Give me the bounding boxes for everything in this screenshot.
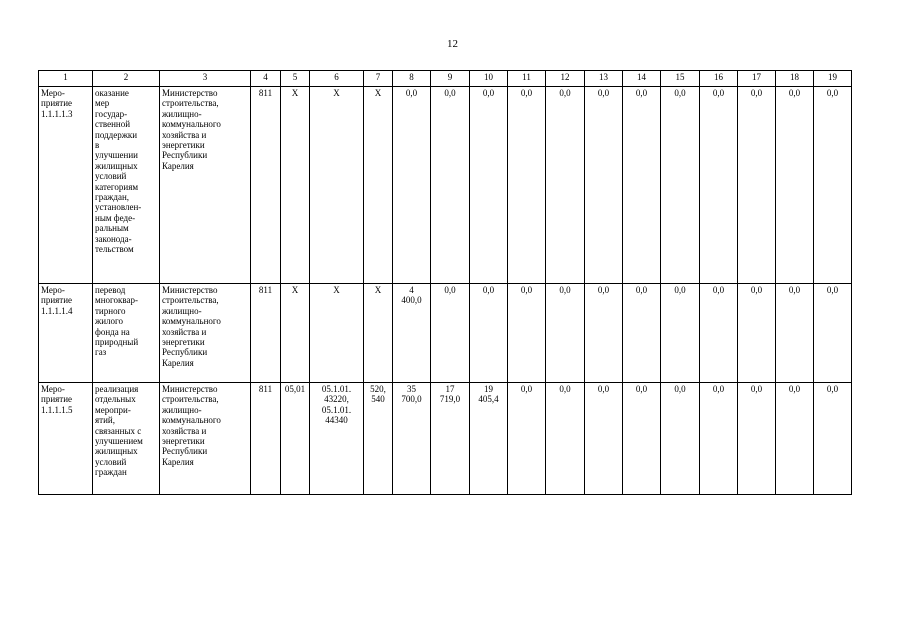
expense-type-cell: Х [364,284,393,383]
value-cell: 17 719,0 [431,383,470,495]
activity-code-cell: Меро- приятие 1.1.1.1.5 [39,383,93,495]
value-cell: 19 405,4 [470,383,508,495]
activity-name-cell: перевод многоквар- тирного жилого фонда на природный газ [93,284,160,383]
value-cell: 0,0 [661,383,700,495]
header-cell: 15 [661,71,700,87]
value-cell: 0,0 [508,383,546,495]
value-cell: 0,0 [700,87,738,284]
grbs-code-cell: 811 [251,383,281,495]
target-article-cell: 05.1.01. 43220, 05.1.01. 44340 [310,383,364,495]
value-cell: 0,0 [431,284,470,383]
grbs-code-cell: 811 [251,284,281,383]
value-cell: 0,0 [393,87,431,284]
value-cell: 0,0 [546,383,585,495]
value-cell: 0,0 [814,284,852,383]
header-cell: 16 [700,71,738,87]
header-cell: 17 [738,71,776,87]
header-cell: 18 [776,71,814,87]
header-cell: 5 [281,71,310,87]
value-cell: 0,0 [585,284,623,383]
budget-table [38,70,852,495]
header-cell: 12 [546,71,585,87]
value-cell: 0,0 [470,284,508,383]
value-cell: 0,0 [776,284,814,383]
value-cell: 35 700,0 [393,383,431,495]
value-cell: 0,0 [623,284,661,383]
value-cell: 0,0 [546,87,585,284]
value-cell: 0,0 [661,284,700,383]
activity-code-cell: Меро- приятие 1.1.1.1.4 [39,284,93,383]
value-cell: 0,0 [776,383,814,495]
header-cell: 9 [431,71,470,87]
expense-type-cell: Х [364,87,393,284]
activity-code-cell: Меро- приятие 1.1.1.1.3 [39,87,93,284]
value-cell: 0,0 [814,383,852,495]
executor-cell: Министерство строительства, жилищно- коммунального хозяйства и энергетики Республики Карелия [160,284,251,383]
section-code-cell: 05,01 [281,383,310,495]
value-cell: 0,0 [776,87,814,284]
value-cell: 0,0 [508,284,546,383]
value-cell: 0,0 [738,284,776,383]
header-cell: 14 [623,71,661,87]
value-cell: 0,0 [585,87,623,284]
header-cell: 19 [814,71,852,87]
value-cell: 0,0 [585,383,623,495]
table-row [39,87,852,284]
header-cell: 11 [508,71,546,87]
header-cell: 1 [39,71,93,87]
value-cell: 0,0 [623,383,661,495]
value-cell: 0,0 [814,87,852,284]
section-code-cell: Х [281,284,310,383]
header-cell: 2 [93,71,160,87]
executor-cell: Министерство строительства, жилищно- коммунального хозяйства и энергетики Республики Карелия [160,383,251,495]
value-cell: 0,0 [508,87,546,284]
page-number: 12 [447,38,458,50]
activity-name-cell: оказание мер государ- ственной поддержки в улучшении жилищных условий категориям граждан, установлен- ным феде- ральным законода- тельством [93,87,160,284]
target-article-cell: Х [310,284,364,383]
header-cell: 8 [393,71,431,87]
value-cell: 0,0 [700,383,738,495]
value-cell: 0,0 [546,284,585,383]
target-article-cell: Х [310,87,364,284]
value-cell: 0,0 [661,87,700,284]
header-cell: 6 [310,71,364,87]
activity-name-cell: реализация отдельных меропри- ятий, связанных с улучшением жилищных условий граждан [93,383,160,495]
value-cell: 0,0 [738,87,776,284]
value-cell: 0,0 [431,87,470,284]
grbs-code-cell: 811 [251,87,281,284]
expense-type-cell: 520, 540 [364,383,393,495]
header-cell: 4 [251,71,281,87]
value-cell: 4 400,0 [393,284,431,383]
value-cell: 0,0 [738,383,776,495]
value-cell: 0,0 [470,87,508,284]
value-cell: 0,0 [623,87,661,284]
header-cell: 13 [585,71,623,87]
header-row [39,71,852,87]
executor-cell: Министерство строительства, жилищно- коммунального хозяйства и энергетики Республики Карелия [160,87,251,284]
table-row [39,284,852,383]
table-row [39,383,852,495]
header-cell: 3 [160,71,251,87]
header-cell: 7 [364,71,393,87]
section-code-cell: Х [281,87,310,284]
header-cell: 10 [470,71,508,87]
value-cell: 0,0 [700,284,738,383]
